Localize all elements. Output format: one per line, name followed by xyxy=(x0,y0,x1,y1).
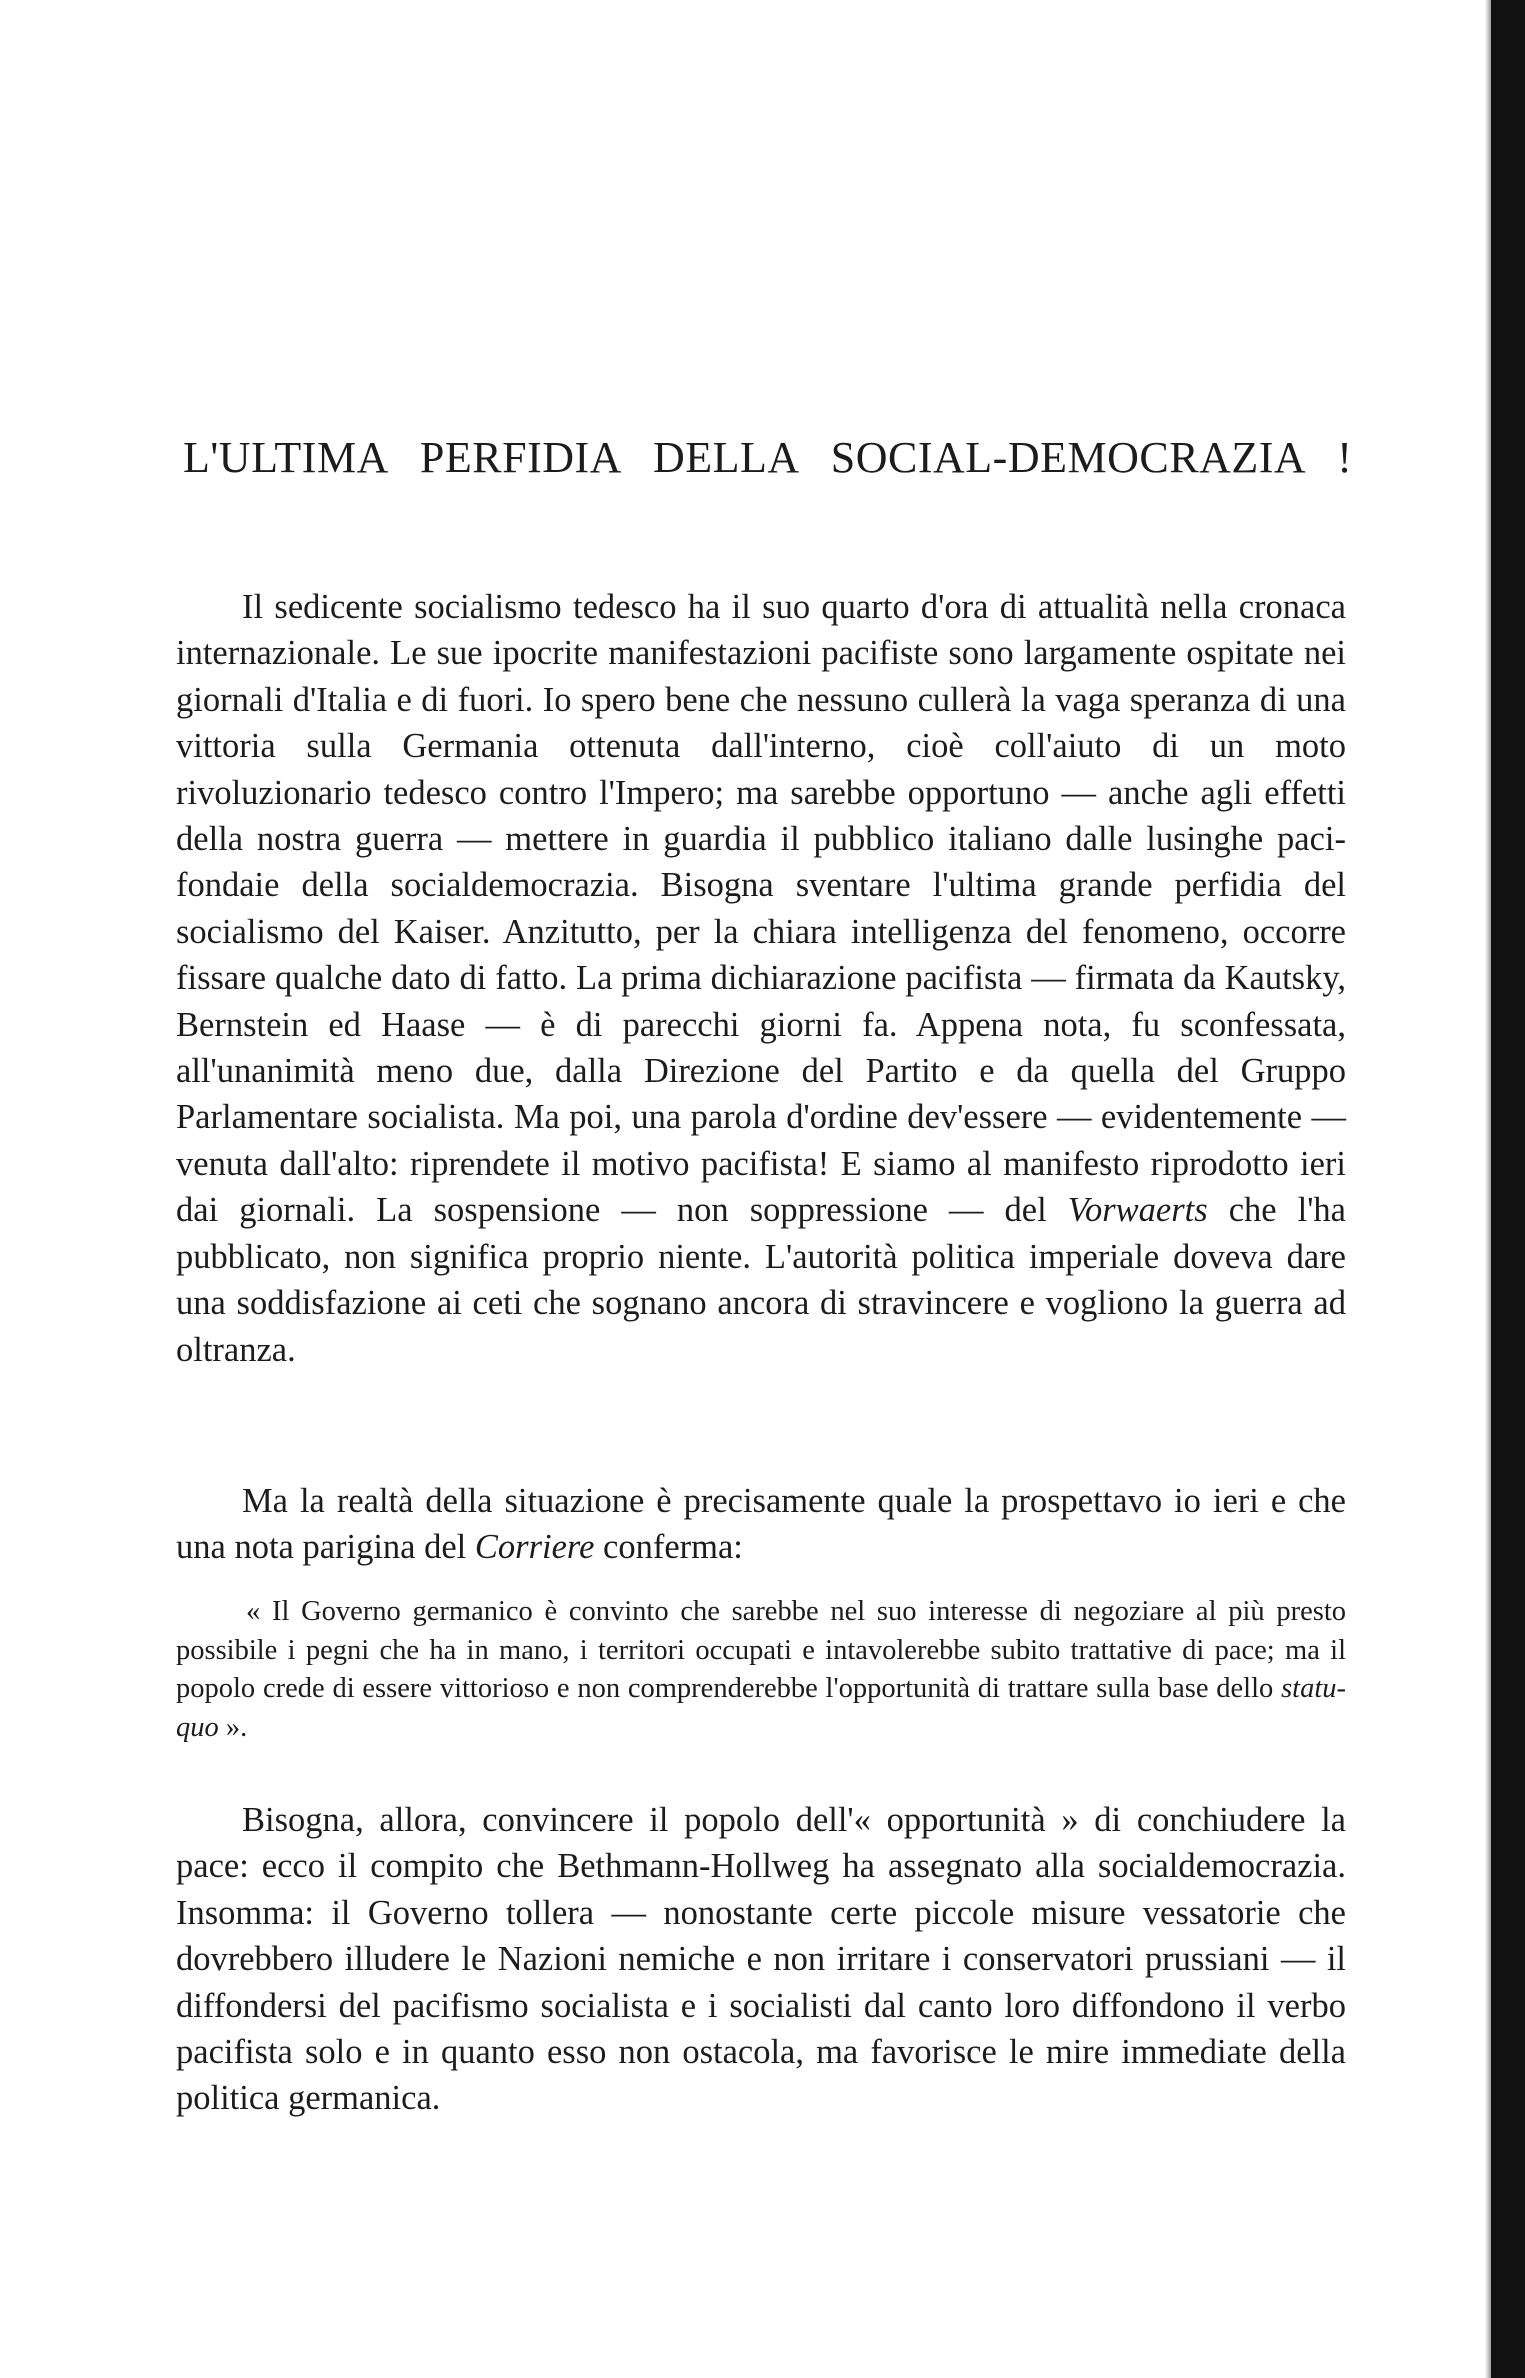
paragraph-3 xyxy=(176,1797,1346,2122)
book-spine xyxy=(1491,0,1525,2378)
newspaper-name-vorwaerts: Vorwaerts xyxy=(1067,1191,1208,1230)
paragraph-2-text-a: Ma la realtà della situazione è precisamente quale la prospettavo io ieri e che una nota parigina del xyxy=(176,1482,1346,1567)
paragraph-text xyxy=(176,1478,1346,1571)
quote-text-a: « Il Governo germanico è convinto che sarebbe nel suo interesse di negoziare al più presto possibile i pegni che ha in mano, i territori occupati e intavolerebbe subito trattative di pace; ma il popolo crede di essere vittorioso e non comprenderebbe l'opportunità di trattare sulla base dello xyxy=(176,1596,1346,1704)
newspaper-name-corriere: Corriere xyxy=(474,1528,595,1567)
quote-text xyxy=(176,1593,1346,1747)
paragraph-2-text-b: conferma: xyxy=(594,1528,743,1567)
block-quote xyxy=(176,1593,1346,1747)
paragraph-1-text-b: che l'ha pubblicato, non significa proprio niente. L'autorità politica imperiale doveva dare una soddisfazione ai ceti che sognano ancora di stravincere e vogliono la guerra ad oltranza. xyxy=(176,1191,1346,1369)
paragraph-1 xyxy=(176,584,1346,1373)
quote-italic-term: statu-quo xyxy=(176,1673,1346,1743)
paragraph-text xyxy=(176,584,1346,1373)
paragraph-1-text-a: Il sedicente socialismo tedesco ha il suo quarto d'ora di attualità nella cronaca internazionale. Le sue ipocrite manifestazioni pacifiste sono largamente ospitate nei giornali d'Italia e di fuori. Io spero bene che nessuno cullerà la vaga speranza di una vittoria sulla Germania ottenuta dall'interno, cioè coll'aiuto di un moto rivoluzionario tedesco contro l'Impero; ma sarebbe opportuno — anche agli effetti della nostra guerra — mettere in guardia il pubblico italiano dalle lusinghe pacifondaie della socialdemocrazia. Bisogna sventare l'ultima grande perfidia del socialismo del Kaiser. Anzitutto, per la chiara intelligenza del fenomeno, occorre fissare qualche dato di fatto. La prima dichiarazione pacifista — firmata da Kautsky, Bernstein ed Haase — è di parecchi giorni fa. Appena nota, fu sconfessata, all'unanimità meno due, dalla Direzione del Partito e da quella del Gruppo Parlamentare socialista. Ma poi, una parola d'ordine dev'essere — evidentemente — venuta dall'alto: riprendete il motivo pacifista! E siamo al manifesto riprodotto ieri dai giornali. La sospensione — non soppressione — del xyxy=(176,588,1346,1230)
quote-text-b: ». xyxy=(218,1711,248,1743)
paragraph-3-text: Bisogna, allora, convincere il popolo dell'« opportunità » di conchiudere la pace: ecco il compito che Bethmann-Hollweg ha assegnato alla socialdemocrazia. Insomma: il Governo tollera — nonostante certe piccole misure vessatorie che dovrebbero illudere le Nazioni nemiche e non irritare i conservatori prussiani — il diffondersi del pacifismo socialista e i socialisti dal canto loro diffondono il verbo pacifista solo e in quanto esso non ostacola, ma favorisce le mire immediate della politica germanica. xyxy=(176,1801,1346,2118)
paragraph-2 xyxy=(176,1478,1346,1571)
article-title: L'ULTIMA PERFIDIA DELLA SOCIAL-DEMOCRAZIA ! xyxy=(183,433,1353,482)
